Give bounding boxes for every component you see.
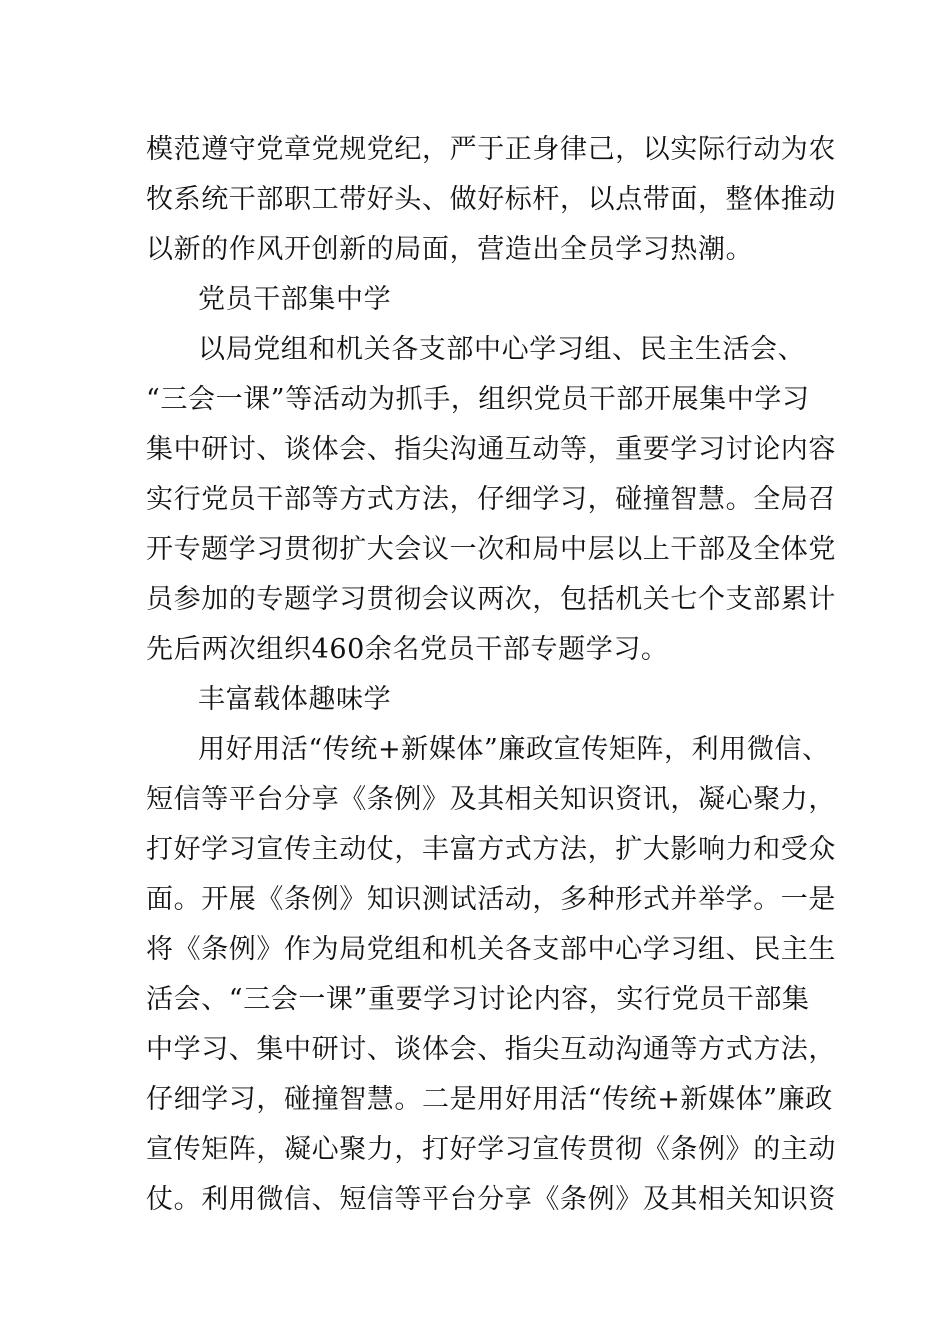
body-text-line: 用好用活“传统+新媒体”廉政宣传矩阵，利用微信、 (198, 734, 830, 765)
body-text-line: 面。开展《条例》知识测试活动，多种形式并举学。一是 (146, 884, 836, 915)
body-text-line: 先后两次组织460余名党员干部专题学习。 (146, 634, 669, 665)
body-text-line: 牧系统干部职工带好头、做好标杆，以点带面，整体推动 (146, 184, 836, 215)
body-text-line: 活会、“三会一课”重要学习讨论内容，实行党员干部集 (146, 984, 810, 1015)
section-heading: 党员干部集中学 (198, 284, 392, 315)
body-text-line: “三会一课”等活动为抓手，组织党员干部开展集中学习 (146, 384, 810, 415)
body-text-line: 中学习、集中研讨、谈体会、指尖互动沟通等方式方法， (146, 1034, 836, 1065)
body-text-line: 集中研讨、谈体会、指尖沟通互动等，重要学习讨论内容 (146, 434, 836, 465)
body-text-line: 员参加的专题学习贯彻会议两次，包括机关七个支部累计 (146, 584, 836, 615)
body-text-line: 打好学习宣传主动仗，丰富方式方法，扩大影响力和受众 (146, 834, 836, 865)
body-text-line: 仗。利用微信、短信等平台分享《条例》及其相关知识资 (146, 1184, 836, 1215)
body-text-line: 开专题学习贯彻扩大会议一次和局中层以上干部及全体党 (146, 534, 836, 565)
body-text-line: 模范遵守党章党规党纪，严于正身律己，以实际行动为农 (146, 134, 836, 165)
body-text-line: 短信等平台分享《条例》及其相关知识资讯，凝心聚力， (146, 784, 836, 815)
body-text-line: 宣传矩阵，凝心聚力，打好学习宣传贯彻《条例》的主动 (146, 1134, 836, 1165)
section-heading: 丰富载体趣味学 (198, 684, 392, 715)
body-text-line: 实行党员干部等方式方法，仔细学习，碰撞智慧。全局召 (146, 484, 836, 515)
body-text-line: 以局党组和机关各支部中心学习组、民主生活会、 (198, 334, 806, 365)
body-text-line: 仔细学习，碰撞智慧。二是用好用活“传统+新媒体”廉政 (146, 1084, 833, 1115)
body-text-line: 将《条例》作为局党组和机关各支部中心学习组、民主生 (146, 934, 836, 965)
body-text-line: 以新的作风开创新的局面，营造出全员学习热潮。 (146, 234, 754, 265)
